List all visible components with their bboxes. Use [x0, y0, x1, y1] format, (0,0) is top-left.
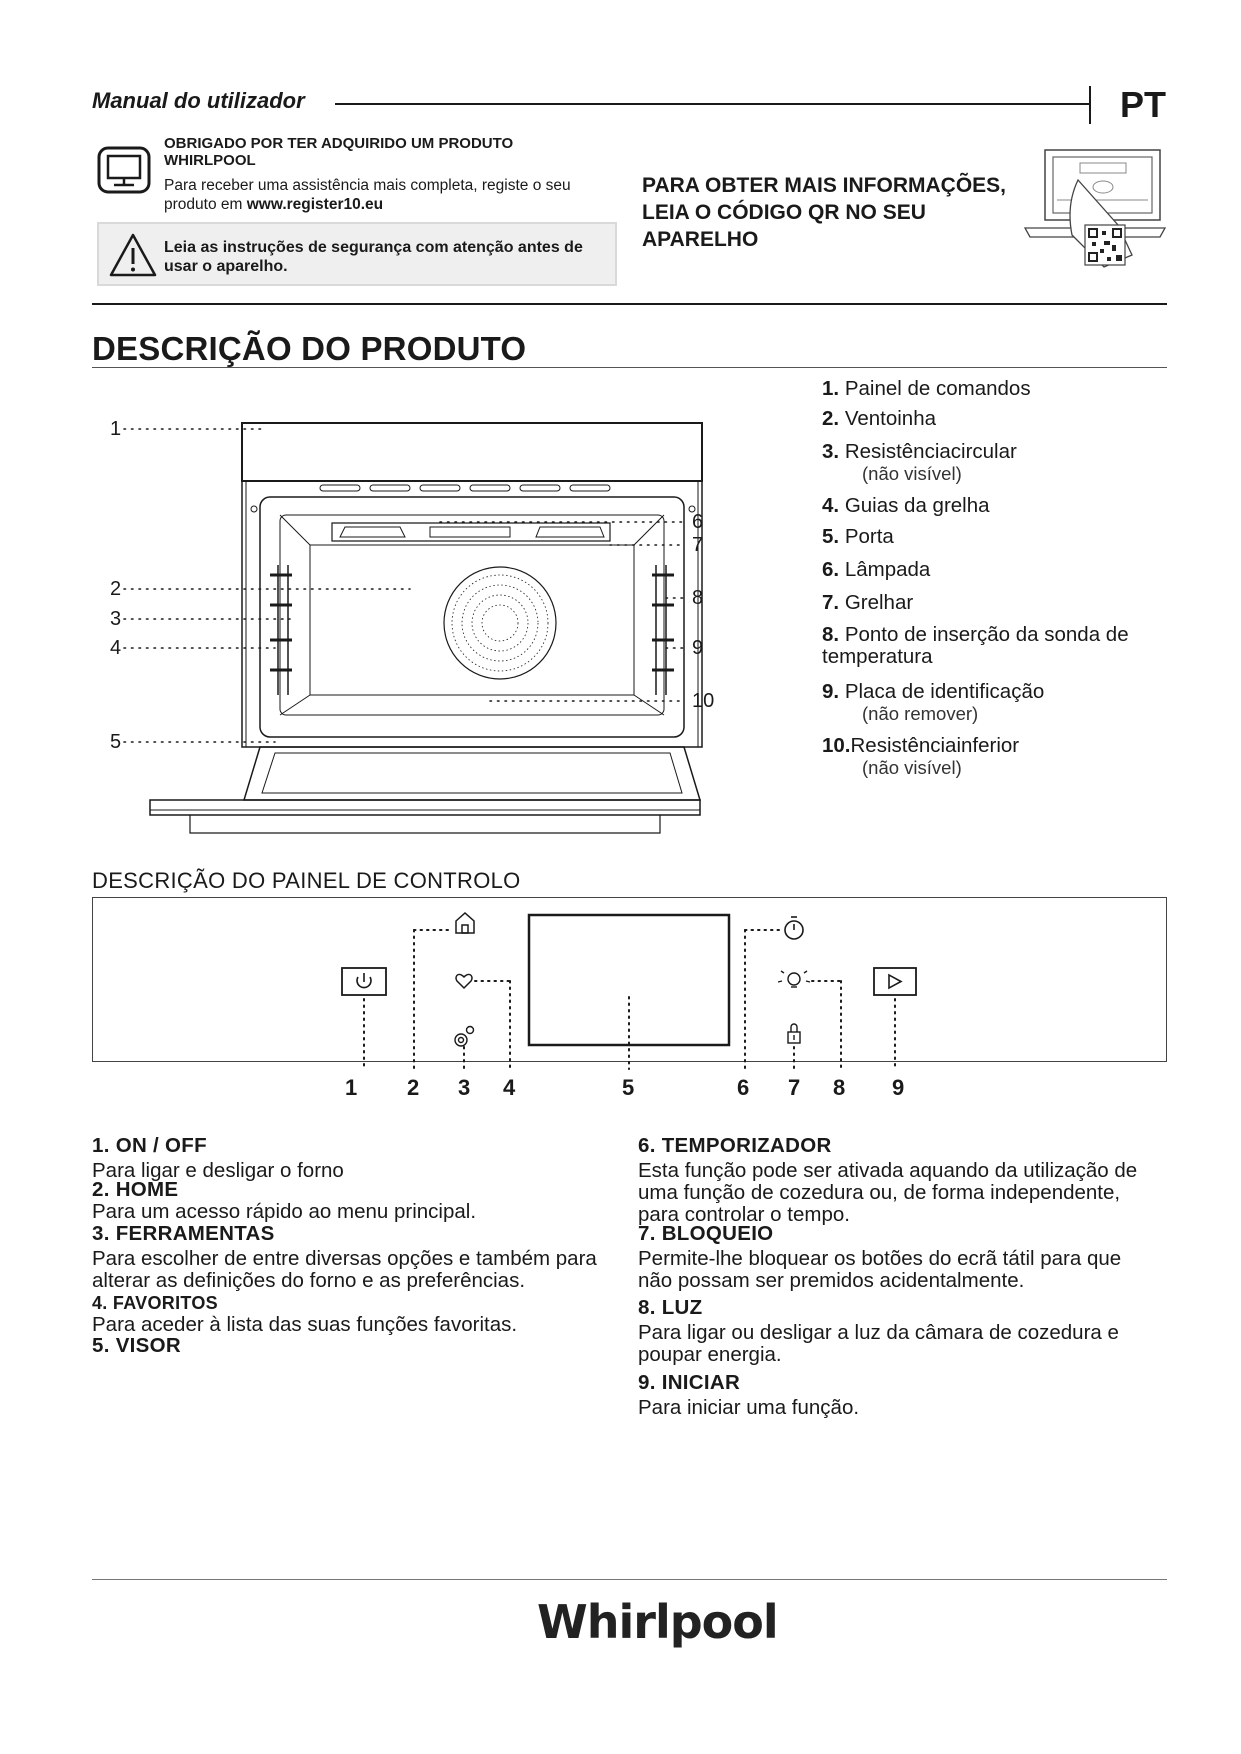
registration-url[interactable]: www.register10.eu	[246, 196, 384, 213]
diagram-label-10: 10	[692, 690, 715, 712]
panel-number-8: 8	[833, 1075, 846, 1100]
diagram-label-4: 4	[110, 637, 122, 659]
description-text: Para escolher de entre diversas opções e também para alterar as definições do forno e as preferências.	[92, 1247, 597, 1292]
tools-icon[interactable]	[455, 1027, 474, 1047]
description-item	[92, 1135, 344, 1182]
diagram-label-8: 8	[692, 587, 704, 609]
part-label: Placa de identificação	[844, 680, 1045, 703]
product-description-title: DESCRIÇÃO DO PRODUTO	[92, 330, 527, 367]
registration-heading: OBRIGADO POR TER ADQUIRIDO UM PRODUTO WHIRLPOOL	[164, 135, 514, 169]
part-item	[822, 559, 1172, 581]
description-text: Para ligar ou desligar a luz da câmara de cozedura e poupar energia.	[638, 1321, 1119, 1366]
part-label: Painel de comandos	[844, 377, 1031, 400]
control-panel-title: DESCRIÇÃO DO PAINEL DE CONTROLO	[92, 868, 521, 893]
language-code: PT	[1120, 84, 1167, 125]
header-separator	[92, 303, 1167, 305]
footer-separator	[92, 1579, 1167, 1580]
diagram-label-1: 1	[110, 418, 122, 440]
part-label: Lâmpada	[844, 558, 931, 581]
part-item	[822, 441, 1172, 485]
description-text: Para ligar e desligar o forno	[92, 1159, 344, 1182]
section-rule	[92, 367, 1167, 368]
description-heading: 4. FAVORITOS	[92, 1293, 218, 1313]
panel-number-6: 6	[737, 1075, 750, 1100]
panel-number-4: 4	[503, 1075, 516, 1100]
part-label: Grelhar	[844, 591, 914, 614]
registration-text	[164, 176, 604, 214]
description-heading: 3. FERRAMENTAS	[92, 1222, 275, 1245]
heart-icon[interactable]	[456, 974, 472, 988]
description-heading: 2. HOME	[92, 1178, 179, 1201]
diagram-label-5: 5	[110, 731, 122, 753]
play-icon[interactable]	[874, 968, 916, 995]
safety-warning-text: Leia as instruções de segurança com atenção antes de usar o aparelho.	[164, 239, 583, 275]
part-number: 6.	[822, 558, 840, 581]
description-heading: 8. LUZ	[638, 1296, 703, 1319]
part-item	[822, 681, 1172, 725]
part-number: 9.	[822, 680, 840, 703]
registration-body: Para receber uma assistência mais completa, registe o seu produto em	[164, 177, 571, 213]
part-label: Porta	[844, 525, 894, 548]
header-rule	[335, 103, 1090, 105]
description-item	[92, 1223, 632, 1292]
panel-number-9: 9	[892, 1075, 905, 1100]
description-heading: 9. INICIAR	[638, 1371, 741, 1394]
part-number: 2.	[822, 407, 840, 430]
part-item	[822, 624, 1172, 668]
lock-icon[interactable]	[788, 1024, 800, 1043]
part-label: Guias da grelha	[844, 494, 990, 517]
description-item	[92, 1179, 476, 1223]
header-tick	[1089, 86, 1091, 124]
panel-number-7: 7	[788, 1075, 801, 1100]
part-note: (não remover)	[862, 703, 979, 724]
diagram-label-2: 2	[110, 578, 122, 600]
part-label: Resistênciainferior	[850, 734, 1020, 757]
part-note: (não visível)	[862, 463, 962, 484]
part-item	[822, 408, 1172, 430]
part-item	[822, 735, 1172, 779]
description-text: Para aceder à lista das suas funções favoritas.	[92, 1313, 518, 1336]
panel-number-2: 2	[407, 1075, 420, 1100]
description-item	[638, 1135, 1158, 1226]
part-item	[822, 592, 1172, 614]
part-number: 10.	[822, 734, 851, 757]
diagram-label-3: 3	[110, 608, 122, 630]
whirlpool-logo: Whirlpool	[537, 1595, 778, 1649]
part-label: Resistênciacircular	[844, 440, 1017, 463]
manual-title: Manual do utilizador	[92, 88, 305, 113]
part-number: 3.	[822, 440, 840, 463]
timer-icon[interactable]	[785, 917, 803, 939]
description-item	[638, 1223, 1158, 1292]
part-note: (não visível)	[862, 757, 962, 778]
description-text: Esta função pode ser ativada aquando da utilização de uma função de cozedura ou, de forma independente, para controlar o tempo.	[638, 1159, 1138, 1226]
part-number: 4.	[822, 494, 840, 517]
diagram-label-7: 7	[692, 534, 704, 556]
description-item	[638, 1372, 1158, 1419]
qr-info-text: PARA OBTER MAIS INFORMAÇÕES, LEIA O CÓDIGO QR NO SEU APARELHO	[642, 174, 1007, 251]
description-text: Para um acesso rápido ao menu principal.	[92, 1200, 477, 1223]
part-label: Ventoinha	[844, 407, 937, 430]
panel-number-3: 3	[458, 1075, 471, 1100]
description-heading: 6. TEMPORIZADOR	[638, 1134, 832, 1157]
part-item	[822, 378, 1172, 400]
panel-number-1: 1	[345, 1075, 358, 1100]
power-icon[interactable]	[342, 968, 386, 995]
description-text: Para iniciar uma função.	[638, 1396, 860, 1419]
diagram-label-6: 6	[692, 511, 704, 533]
light-icon[interactable]	[778, 971, 810, 987]
description-heading: 7. BLOQUEIO	[638, 1222, 774, 1245]
description-heading: 1. ON / OFF	[92, 1134, 207, 1157]
part-label: Ponto de inserção da sonda de temperatura	[822, 623, 1129, 668]
description-heading: 5. VISOR	[92, 1334, 181, 1357]
panel-number-5: 5	[622, 1075, 635, 1100]
oven-qr-illustration	[1020, 145, 1170, 275]
description-item	[638, 1297, 1158, 1366]
part-item	[822, 495, 1172, 517]
part-item	[822, 526, 1172, 548]
description-item	[92, 1292, 517, 1336]
home-icon[interactable]	[456, 913, 474, 933]
diagram-label-9: 9	[692, 637, 704, 659]
monitor-icon	[97, 146, 151, 198]
oven-diagram	[110, 405, 810, 835]
part-number: 8.	[822, 623, 840, 646]
part-number: 7.	[822, 591, 840, 614]
description-text: Permite-lhe bloquear os botões do ecrã tátil para que não possam ser premidos acidentalmente.	[638, 1247, 1122, 1292]
part-number: 5.	[822, 525, 840, 548]
part-number: 1.	[822, 377, 840, 400]
description-item	[92, 1335, 181, 1357]
warning-icon	[108, 232, 158, 278]
